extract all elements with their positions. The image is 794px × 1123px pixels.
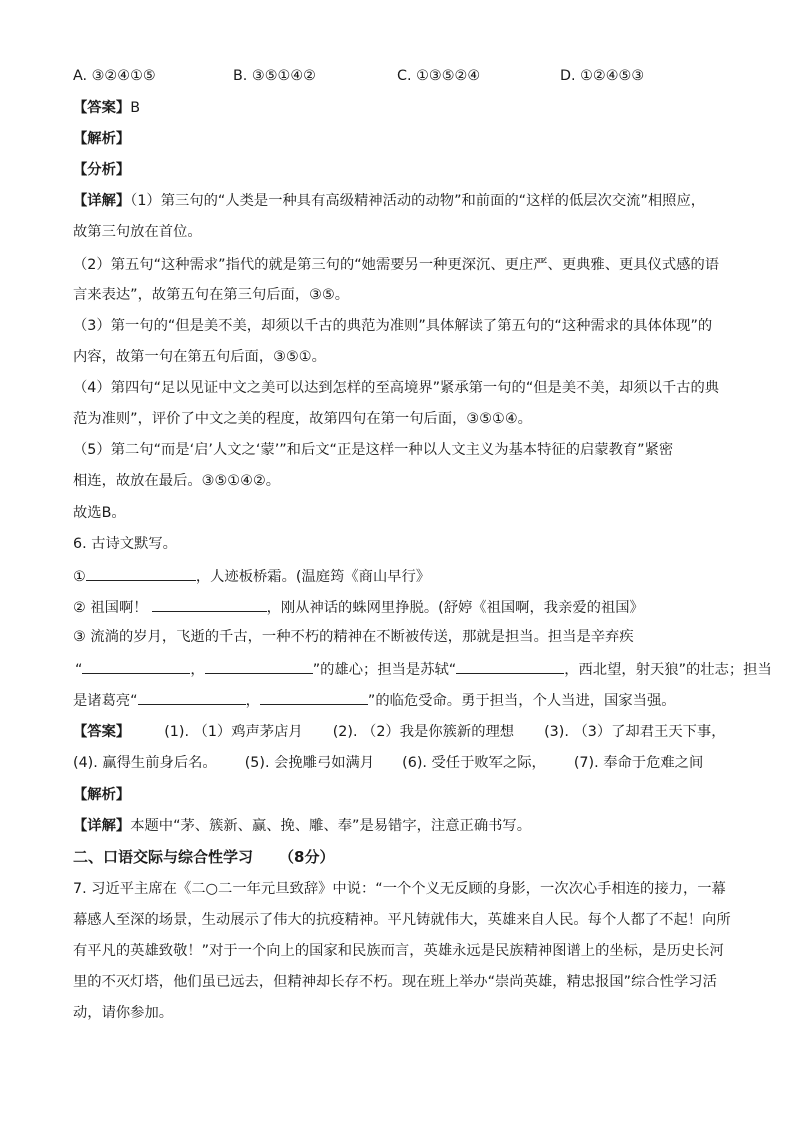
item-number: ③ xyxy=(73,629,86,645)
item-text: ，刚从神话的蛛网里挣脱。(舒婷《祖国啊，我亲爱的祖国》 xyxy=(266,600,644,616)
item-text: ，人迹板桥霜。(温庭筠《商山早行》 xyxy=(195,569,431,585)
q7-line-2: 幕感人至深的场景，生动展示了伟大的抗疫精神。平凡铸就伟大，英雄来自人民。每个人都了不起！向所 xyxy=(73,912,731,928)
item-text: 是诸葛亮“ xyxy=(73,693,138,709)
item-text: 流淌的岁月，飞逝的千古，一种不朽的精神在不断被传送，那就是担当。担当是辛弃疾 xyxy=(85,629,634,645)
item-prefix: 祖国啊！ xyxy=(85,600,148,616)
q6-answers-line-1 xyxy=(73,722,726,742)
answer-item: (1). （1）鸡声茅店月 xyxy=(164,724,303,740)
option-b: B. ③⑤①④② xyxy=(233,68,316,84)
open-quote: “ xyxy=(75,662,83,678)
item-text: ，西北望，射天狼”的壮志；担当 xyxy=(564,662,772,678)
q7-line-4: 里的不灭灯塔，他们虽已远去，但精神却长存不朽。现在班上举办“崇尚英雄，精忠报国”综合性学习活 xyxy=(73,974,717,990)
q5-detail-line-7: （4）第四句“足以见证中文之美可以达到怎样的至高境界”紧承第一句的“但是美不美，却须以千古的典 xyxy=(73,380,720,396)
answer-item: (6). 受任于败军之际， xyxy=(402,755,546,771)
answer-item: (3). （3）了却君王天下事， xyxy=(544,724,726,740)
q6-item-3-line-1 xyxy=(73,627,634,647)
item-number: ② xyxy=(73,600,86,616)
option-d: D. ①②④⑤③ xyxy=(560,68,645,84)
q6-analysis-label: 【解析】 xyxy=(73,787,131,803)
fill-blank[interactable] xyxy=(260,689,368,705)
section-heading xyxy=(73,847,334,867)
section-title: 二、口语交际与综合性学习 xyxy=(73,848,254,866)
fill-blank[interactable] xyxy=(138,689,246,705)
item-number: ① xyxy=(73,569,86,585)
q5-detail-line-1 xyxy=(73,191,705,211)
detail-text: 本题中“茅、簇新、赢、挽、雕、奉”是易错字，注意正确书写。 xyxy=(130,818,532,834)
q5-detail-line-2: 故第三句放在首位。 xyxy=(73,224,202,240)
answer-item: (2). （2）我是你簇新的理想 xyxy=(332,724,515,740)
option-c: C. ①③⑤②④ xyxy=(397,68,481,84)
q5-conclusion: 故选B。 xyxy=(73,505,126,521)
q5-detail-line-9: （5）第二句“而是‘启’人文之‘蒙’”和后文“正是这样一种以人文主义为基本特征的启蒙教育”紧密 xyxy=(73,442,674,458)
answer-item: (7). 奉命于危难之间 xyxy=(573,755,704,771)
answer-label: 【答案】 xyxy=(73,724,131,740)
q5-detail-line-6: 内容，故第一句在第五句后面，③⑤①。 xyxy=(73,349,326,365)
answer-label: 【答案】 xyxy=(73,100,131,116)
q6-answers-line-2 xyxy=(73,753,703,773)
q5-detail-line-5: （3）第一句的“但是美不美，却须以千古的典范为准则”具体解读了第五句的“这种需求的具体体现”的 xyxy=(73,318,713,334)
answer-value: B xyxy=(130,100,140,116)
q6-item-3-line-3 xyxy=(73,689,676,711)
answer-item: (5). 会挽雕弓如满月 xyxy=(244,755,375,771)
detail-text: （1）第三句的“人类是一种具有高级精神活动的动物”和前面的“这样的低层次交流”相照应， xyxy=(130,193,706,209)
q6-title: 6. 古诗文默写。 xyxy=(73,536,177,552)
fill-blank[interactable] xyxy=(152,596,267,612)
section-score: （8分） xyxy=(279,848,335,866)
q5-analysis-label: 【解析】 xyxy=(73,131,131,147)
answer-options xyxy=(73,66,733,86)
fill-blank[interactable] xyxy=(456,658,564,674)
q7-line-5: 动，请你参加。 xyxy=(73,1005,174,1021)
fill-blank[interactable] xyxy=(82,658,190,674)
q5-detail-line-3: （2）第五句“这种需求”指代的就是第三句的“她需要另一种更深沉、更庄严、更典雅、更具仪式感的语 xyxy=(73,257,720,273)
comma: ， xyxy=(190,662,205,678)
q6-item-3-line-2 xyxy=(75,658,772,680)
detail-label: 【详解】 xyxy=(73,193,131,209)
option-a: A. ③②④①⑤ xyxy=(73,68,156,84)
fill-blank[interactable] xyxy=(86,565,196,581)
q6-item-2 xyxy=(73,596,644,618)
item-text: ”的临危受命。勇于担当，个人当进，国家当强。 xyxy=(367,693,676,709)
answer-item: (4). 赢得生前身后名。 xyxy=(73,755,217,771)
q7-line-1: 7. 习近平主席在《二○二一年元旦致辞》中说：“一个个义无反顾的身影，一次次心手相连的接力，一幕 xyxy=(73,881,726,897)
item-text: ”的雄心；担当是苏轼“ xyxy=(312,662,457,678)
q5-detail-line-8: 范为准则”，评价了中文之美的程度，故第四句在第一句后面，③⑤①④。 xyxy=(73,411,532,427)
q5-detail-line-4: 言来表达”，故第五句在第三句后面，③⑤。 xyxy=(73,287,350,303)
q5-fenxi-label: 【分析】 xyxy=(73,162,131,178)
q6-detail xyxy=(73,816,531,836)
fill-blank[interactable] xyxy=(205,658,313,674)
q5-answer xyxy=(73,98,140,118)
comma: ， xyxy=(245,693,260,709)
detail-label: 【详解】 xyxy=(73,818,131,834)
q7-line-3: 有平凡的英雄致敬！”对于一个向上的国家和民族而言，英雄永远是民族精神图谱上的坐标，是历史长河 xyxy=(73,943,724,959)
q5-detail-line-10: 相连，故放在最后。③⑤①④②。 xyxy=(73,473,281,489)
q6-item-1 xyxy=(73,565,430,587)
